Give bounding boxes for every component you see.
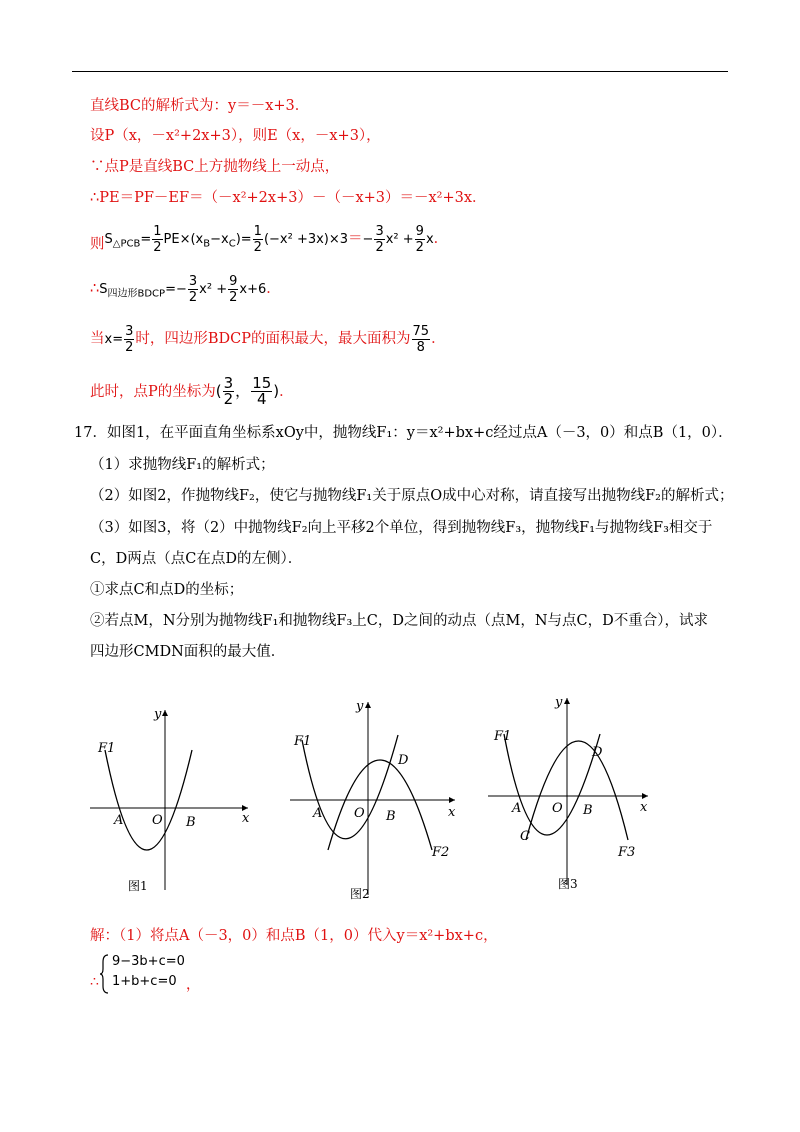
svg-text:B: B: [583, 803, 593, 818]
equation-2: 1+b+c=0: [112, 974, 177, 989]
label-a: A: [114, 813, 124, 828]
solution-line-7: 当x= $\frac{3}{2}$ 时，四边形BDCP的面积最大，最大面积为 $\frac{75}{8}$ ．: [90, 324, 446, 355]
svg-text:C: C: [520, 829, 530, 844]
svg-text:F1: F1: [294, 734, 312, 749]
solution-17-1: 解：（1）将点A（－3，0）和点B（1，0）代入y＝x²+bx+c，: [90, 928, 498, 944]
figure-2: [290, 699, 456, 901]
svg-text:D: D: [398, 753, 409, 768]
svg-text:图2: 图2: [350, 887, 370, 901]
svg-text:F1: F1: [494, 729, 512, 744]
solution-line-4: ∴PE＝PF－EF＝（－x²+2x+3）－（－x+3）＝－x²+3x．: [90, 190, 487, 206]
area-quad-formula: $S_{四边形BDCP}=-$ $\frac{3}{2}$ x² + $\frac{9}{2}$ x+6: [99, 274, 267, 305]
svg-text:A: A: [313, 806, 323, 821]
parabola-f1: [105, 750, 192, 850]
question-17: 17．如图1，在平面直角坐标系xOy中，抛物线F₁：y＝x²+bx+c经过点A（－3，0）和点B（1，0）．: [74, 425, 733, 441]
solution-line-6: $\therefore S_{四边形BDCP}=-$ $\frac{3}{2}$ x² + $\frac{9}{2}$ x+6．: [90, 274, 281, 305]
figure-1: [90, 707, 250, 893]
svg-text:O: O: [354, 806, 365, 821]
equation-1: 9−3b+c=0: [112, 954, 185, 969]
svg-text:F2: F2: [432, 845, 450, 860]
solution-line-1: 直线BC的解析式为：y＝－x+3．: [90, 98, 310, 114]
parabola-f2: [328, 760, 432, 850]
figure-3: [488, 695, 648, 891]
question-17-sub-1: ①求点C和点D的坐标；: [90, 582, 244, 598]
svg-text:y: y: [555, 695, 563, 710]
label-b: B: [186, 815, 196, 830]
solution-line-2: 设P（x，－x²+2x+3），则E（x，－x+3），: [90, 128, 381, 144]
solution-line-5: 则$S_{\triangle PCB}=$ $\frac{1}{2}$ $PE\times(x_B-x_C)=$ $\frac{1}{2}$ (−x² +3x)×3＝− $\frac{3}{2}$ x² + $\frac{9}{2}$ x．: [90, 224, 449, 255]
figure-1-caption: 图1: [128, 879, 148, 893]
svg-text:A: A: [512, 801, 522, 816]
svg-text:O: O: [552, 801, 563, 816]
svg-text:x: x: [640, 800, 648, 815]
label-f1: F1: [98, 741, 116, 756]
axis-x-label: x: [242, 811, 250, 826]
solution-line-8: 此时，点P的坐标为( $\frac{3}{2}$ ， $\frac{15}{4}$ )．: [90, 374, 294, 408]
svg-text:F3: F3: [618, 845, 636, 860]
line5-prefix: 则: [90, 236, 105, 253]
svg-text:x: x: [448, 805, 456, 820]
svg-text:B: B: [386, 809, 396, 824]
header-rule: [72, 71, 728, 72]
label-o: O: [152, 813, 163, 828]
question-17-part-2: （2）如图2，作抛物线F₂，使它与抛物线F₁关于原点O成中心对称，请直接写出抛物线F₂的解析式；: [90, 488, 734, 504]
solution-line-3: ∵点P是直线BC上方抛物线上一动点，: [90, 159, 340, 175]
svg-text:y: y: [356, 699, 364, 714]
svg-text:图3: 图3: [558, 877, 578, 891]
question-17-part-3a: （3）如图3，将（2）中抛物线F₂向上平移2个单位，得到抛物线F₃，抛物线F₁与抛物线F₃相交于: [90, 520, 713, 536]
parabola-f1: [504, 734, 600, 835]
area-triangle-formula: $S_{\triangle PCB}=$ $\frac{1}{2}$ $PE\times(x_B-x_C)=$ $\frac{1}{2}$ (−x² +3x)×3: [104, 224, 349, 255]
svg-text:D: D: [592, 745, 603, 760]
question-17-sub-2a: ②若点M，N分别为抛物线F₁和抛物线F₃上C，D之间的动点（点M，N与点C，D不重合），试求: [90, 613, 709, 629]
figures-panel: [80, 690, 740, 910]
question-17-sub-2b: 四边形CMDN面积的最大值．: [90, 644, 286, 660]
parabola-f1: [302, 735, 398, 839]
brace-icon: [100, 954, 110, 994]
question-17-part-1: （1）求抛物线F₁的解析式；: [90, 457, 275, 473]
question-17-part-3b: C，D两点（点C在点D的左侧）．: [90, 551, 303, 567]
parabola-f3: [526, 741, 628, 840]
axis-y-label: y: [154, 707, 162, 722]
